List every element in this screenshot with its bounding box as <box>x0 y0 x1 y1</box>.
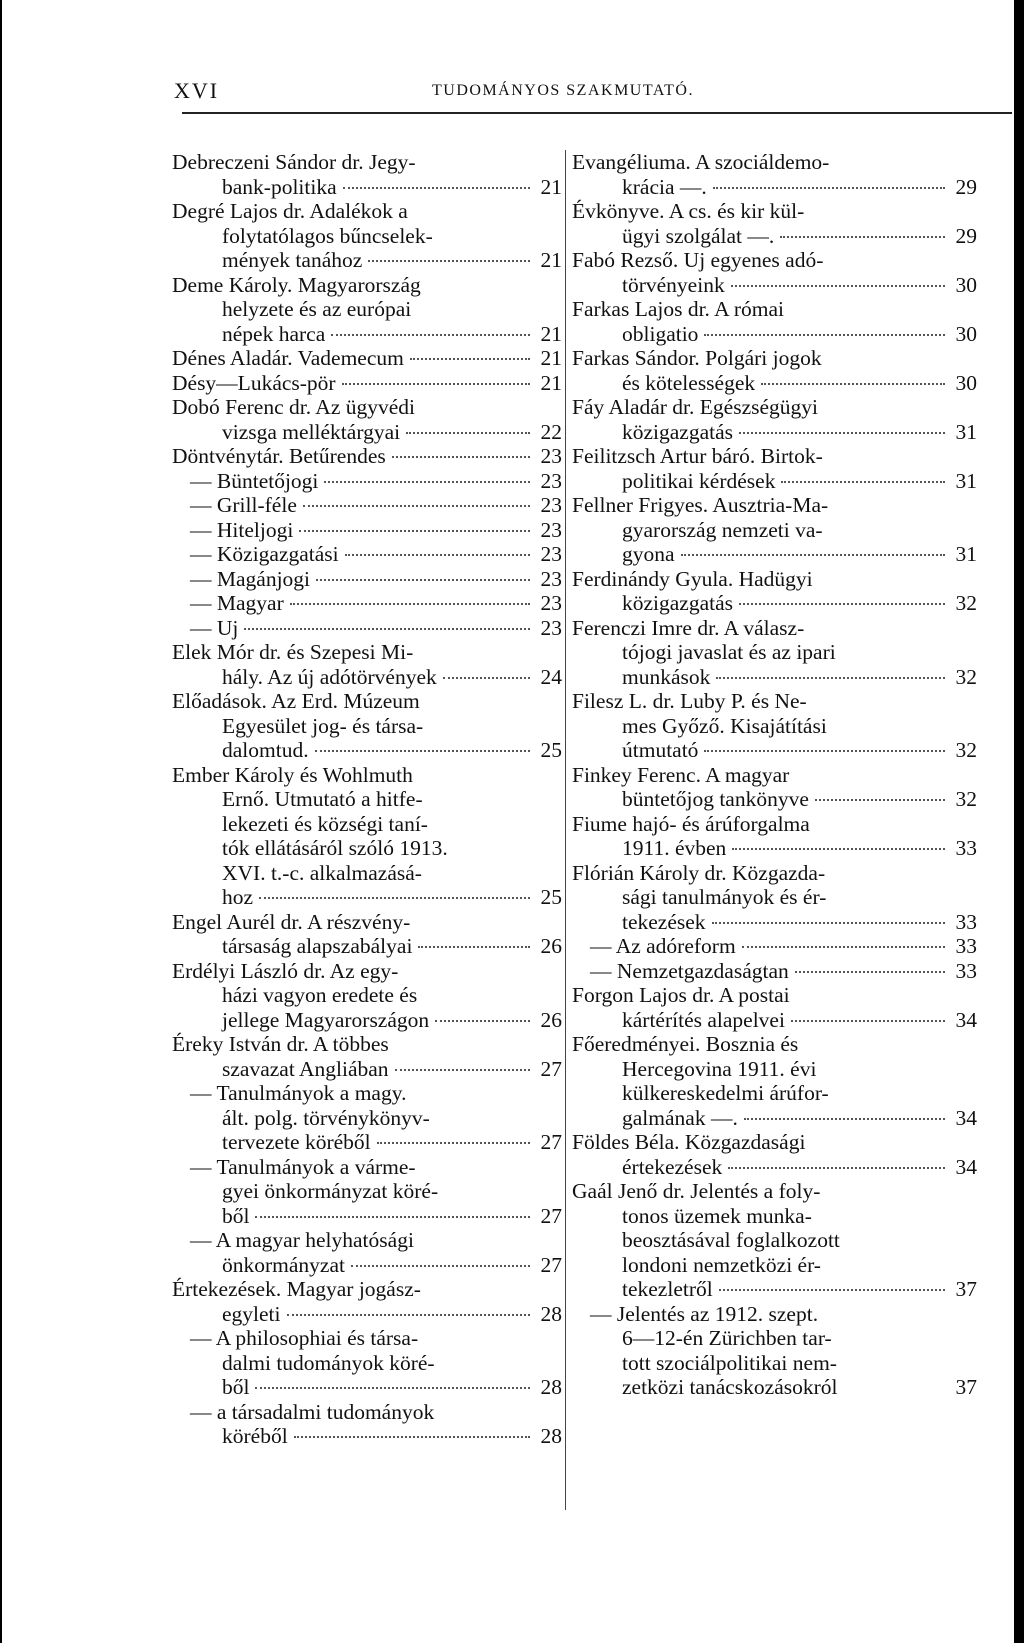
entry-text: hoz <box>222 885 254 909</box>
index-entry <box>172 1155 562 1229</box>
entry-text: bank-politika <box>222 174 337 199</box>
leader-dots <box>316 579 530 581</box>
entry-text: Flórián Károly dr. Közgazda- <box>572 860 826 885</box>
entry-text: tók ellátásáról szóló 1913. <box>222 836 448 860</box>
entry-text: tott szociálpolitikai nem- <box>622 1350 837 1375</box>
page-ref: 32 <box>955 787 977 811</box>
page-ref: 21 <box>540 346 562 370</box>
index-entry <box>572 444 977 493</box>
leader-dots <box>761 383 945 385</box>
entry-text: útmutató <box>622 738 699 762</box>
leader-dots <box>331 334 530 336</box>
entry-text: Földes Béla. Közgazdasági <box>572 1130 806 1154</box>
index-entry <box>572 493 977 567</box>
leader-dots <box>739 432 945 434</box>
page-ref: 27 <box>540 1056 562 1081</box>
page-ref: 23 <box>540 493 562 517</box>
entry-text: Ernő. Utmutató a hitfe- <box>222 787 423 811</box>
entry-text: galmának —. <box>622 1105 738 1130</box>
entry-text: politikai kérdések <box>622 468 776 493</box>
page-ref: 26 <box>540 1007 562 1032</box>
entry-text: — A magyar helyhatósági <box>190 1228 414 1252</box>
entry-text: helyzete és az európai <box>222 297 412 321</box>
entry-text: 1911. évben <box>622 836 727 860</box>
entry-text: ügyi szolgálat —. <box>622 223 775 248</box>
index-entry <box>572 248 977 297</box>
index-entry <box>172 493 562 518</box>
leader-dots <box>704 334 945 336</box>
page-ref: 34 <box>955 1154 977 1179</box>
running-title: TUDOMÁNYOS SZAKMUTATÓ. <box>432 82 694 99</box>
index-entry <box>172 469 562 494</box>
index-entry <box>572 934 977 959</box>
entry-text: mények tanához <box>222 248 363 272</box>
entry-text: Dobó Ferenc dr. Az ügyvédi <box>172 395 416 419</box>
entry-text: ből <box>222 1203 250 1228</box>
index-entry <box>172 444 562 469</box>
entry-text: — Tanulmányok a magy. <box>190 1081 407 1105</box>
page-ref: 33 <box>955 958 977 983</box>
entry-text: ált. polg. törvénykönyv- <box>222 1105 430 1130</box>
page-number: XVI <box>174 78 220 103</box>
index-entry <box>572 1179 977 1302</box>
page-ref: 21 <box>540 321 562 346</box>
entry-text: közigazgatás <box>622 419 734 444</box>
entry-text: Fabó Rezső. Uj egyenes adó- <box>572 248 824 272</box>
entry-text: köréből <box>222 1424 288 1448</box>
header-rule <box>182 112 1012 114</box>
index-entry <box>572 567 977 616</box>
entry-text: büntetőjog tankönyve <box>622 787 809 811</box>
entry-text: dalomtud. <box>222 738 309 762</box>
index-entry <box>172 542 562 567</box>
entry-text: Gaál Jenő dr. Jelentés a foly- <box>572 1179 821 1203</box>
entry-text: Döntvénytár. Betűrendes <box>172 444 386 468</box>
column-divider <box>565 150 566 1510</box>
leader-dots <box>324 481 530 483</box>
entry-text: — Magyar <box>190 591 284 615</box>
page-ref: 30 <box>955 272 977 297</box>
entry-text: társaság alapszabályai <box>222 934 413 958</box>
entry-text: és kötelességek <box>622 370 756 395</box>
entry-text: sági tanulmányok és ér- <box>622 885 827 909</box>
leader-dots <box>377 1142 530 1144</box>
index-entry <box>572 346 977 395</box>
entry-text: lekezeti és községi taní- <box>222 811 428 836</box>
page-ref: 27 <box>540 1130 562 1154</box>
entry-text: Fiume hajó- és árúforgalma <box>572 811 810 836</box>
entry-text: munkások <box>622 664 711 689</box>
entry-text: Debreczeni Sándor dr. Jegy- <box>172 150 416 174</box>
leader-dots <box>795 971 945 973</box>
leader-dots <box>712 922 945 924</box>
index-entry <box>572 297 977 346</box>
entry-text: — A philosophiai és társa- <box>190 1326 419 1350</box>
index-entry <box>172 959 562 1033</box>
entry-text: obligatio <box>622 321 699 346</box>
leader-dots <box>791 1020 945 1022</box>
entry-text: közigazgatás <box>622 591 734 615</box>
index-entry <box>572 983 977 1032</box>
page-ref: 34 <box>955 1105 977 1130</box>
entry-text: jellege Magyarországon <box>222 1007 430 1032</box>
page-ref: 29 <box>955 223 977 248</box>
entry-text: — Az adóreform <box>590 934 736 958</box>
page-ref: 34 <box>955 1007 977 1032</box>
index-entry <box>172 199 562 273</box>
index-entry <box>572 1032 977 1130</box>
leader-dots <box>342 383 530 385</box>
index-column-left <box>172 150 562 1449</box>
entry-text: tójogi javaslat és az ipari <box>622 640 836 664</box>
leader-dots <box>742 946 945 948</box>
entry-text: gyona <box>622 542 675 566</box>
page-ref: 32 <box>955 738 977 762</box>
page-ref: 32 <box>955 591 977 615</box>
index-entry <box>172 518 562 543</box>
leader-dots <box>255 1387 530 1389</box>
index-entry <box>172 1228 562 1277</box>
index-entry <box>572 1130 977 1179</box>
page-ref: 32 <box>955 664 977 689</box>
leader-dots <box>732 848 945 850</box>
index-entry <box>172 910 562 959</box>
index-entry <box>172 567 562 592</box>
index-entry <box>572 959 977 984</box>
entry-text: Degré Lajos dr. Adalékok a <box>172 199 408 223</box>
index-entry <box>172 640 562 689</box>
page-ref: 24 <box>540 664 562 689</box>
leader-dots <box>410 358 530 360</box>
index-entry <box>172 371 562 396</box>
leader-dots <box>392 456 530 458</box>
entry-text: Filesz L. dr. Luby P. és Ne- <box>572 689 807 713</box>
page-ref: 31 <box>955 419 977 444</box>
leader-dots <box>244 628 530 630</box>
entry-text: — a társadalmi tudományok <box>190 1399 435 1424</box>
leader-dots <box>704 750 945 752</box>
entry-text: — Uj <box>190 615 239 640</box>
index-entry <box>572 861 977 935</box>
entry-text: krácia —. <box>622 174 707 199</box>
entry-text: Ember Károly és Wohlmuth <box>172 762 413 787</box>
leader-dots <box>435 1020 530 1022</box>
entry-text: népek harca <box>222 321 326 346</box>
entry-text: — Magánjogi <box>190 566 311 591</box>
leader-dots <box>299 530 530 532</box>
page-ref: 26 <box>540 934 562 958</box>
entry-text: 6—12-én Zürichben tar- <box>622 1326 832 1350</box>
page-ref: 27 <box>540 1203 562 1228</box>
entry-text: — Tanulmányok a várme- <box>190 1154 416 1179</box>
entry-text: — Büntetőjogi <box>190 468 319 493</box>
leader-dots <box>728 1167 945 1169</box>
leader-dots <box>395 1069 530 1071</box>
page-ref: 37 <box>955 1375 977 1399</box>
index-entry <box>172 1277 562 1326</box>
index-entry <box>572 199 977 248</box>
entry-text: mes Győző. Kisajátítási <box>622 713 827 738</box>
entry-text: vizsga melléktárgyai <box>222 419 401 444</box>
page-header <box>2 78 1014 118</box>
page-ref: 25 <box>540 738 562 762</box>
entry-text: házi vagyon eredete és <box>222 983 418 1007</box>
page-ref: 23 <box>540 444 562 468</box>
entry-text: Évkönyve. A cs. és kir kül- <box>572 199 805 223</box>
leader-dots <box>287 1314 530 1316</box>
leader-dots <box>351 1265 530 1267</box>
entry-text: Előadások. Az Erd. Múzeum <box>172 689 420 713</box>
page-ref: 23 <box>540 468 562 493</box>
page-ref: 27 <box>540 1252 562 1277</box>
entry-text: külkereskedelmi árúfor- <box>622 1081 829 1105</box>
entry-text: Erdélyi László dr. Az egy- <box>172 958 399 983</box>
entry-text: szavazat Angliában <box>222 1056 389 1081</box>
entry-text: Deme Károly. Magyarország <box>172 272 421 297</box>
index-entry <box>572 763 977 812</box>
entry-text: Főeredményei. Bosznia és <box>572 1032 799 1056</box>
page-ref: 28 <box>540 1424 562 1448</box>
index-entry <box>572 1302 977 1400</box>
entry-text: tekezletről <box>622 1277 713 1301</box>
entry-text: Éreky István dr. A többes <box>172 1032 389 1056</box>
leader-dots <box>368 260 530 262</box>
entry-text: Farkas Lajos dr. A római <box>572 297 784 321</box>
entry-text: tekezések <box>622 909 706 934</box>
leader-dots <box>259 897 530 899</box>
entry-text: — Közigazgatási <box>190 542 339 566</box>
page-ref: 23 <box>540 542 562 566</box>
index-entry <box>172 395 562 444</box>
entry-text: Fáy Aladár dr. Egészségügyi <box>572 395 819 419</box>
leader-dots <box>290 603 530 605</box>
leader-dots <box>418 946 530 948</box>
index-entry <box>172 273 562 347</box>
entry-text: Forgon Lajos dr. A postai <box>572 983 790 1007</box>
entry-text: Engel Aurél dr. A részvény- <box>172 909 411 934</box>
page-ref: 21 <box>540 248 562 272</box>
page-ref: 33 <box>955 934 977 958</box>
index-entry <box>572 689 977 763</box>
leader-dots <box>781 481 945 483</box>
index-entry <box>572 812 977 861</box>
entry-text: XVI. t.-c. alkalmazásá- <box>222 860 422 885</box>
leader-dots <box>780 236 945 238</box>
page-ref: 25 <box>540 885 562 909</box>
entry-text: Értekezések. Magyar jogász- <box>172 1277 421 1301</box>
entry-text: londoni nemzetközi ér- <box>622 1252 821 1277</box>
page-ref: 28 <box>540 1375 562 1399</box>
entry-text: Ferdinándy Gyula. Hadügyi <box>572 566 813 591</box>
page-ref: 31 <box>955 542 977 566</box>
entry-text: gyarország nemzeti va- <box>622 517 823 542</box>
page-ref: 21 <box>540 174 562 199</box>
page-ref: 23 <box>540 591 562 615</box>
entry-text: kártérítés alapelvei <box>622 1007 785 1032</box>
leader-dots <box>303 505 530 507</box>
entry-text: Désy—Lukács-pör <box>172 370 336 395</box>
page-ref: 23 <box>540 566 562 591</box>
index-entry <box>572 395 977 444</box>
entry-text: Fellner Frigyes. Ausztria-Ma- <box>572 493 829 517</box>
leader-dots <box>255 1216 530 1218</box>
leader-dots <box>406 432 530 434</box>
leader-dots <box>443 677 530 679</box>
page-ref: 28 <box>540 1301 562 1326</box>
leader-dots <box>719 1289 945 1291</box>
page-ref: 29 <box>955 174 977 199</box>
leader-dots <box>716 677 945 679</box>
entry-text: zetközi tanácskozásokról <box>622 1375 838 1399</box>
page-ref: 31 <box>955 468 977 493</box>
entry-text: Egyesület jog- és társa- <box>222 713 424 738</box>
entry-text: Dénes Aladár. Vademecum <box>172 346 404 370</box>
page-ref: 21 <box>540 370 562 395</box>
leader-dots <box>713 187 945 189</box>
entry-text: Elek Mór dr. és Szepesi Mi- <box>172 640 414 664</box>
index-entry <box>172 763 562 910</box>
entry-text: — Nemzetgazdaságtan <box>590 958 789 983</box>
entry-text: Farkas Sándor. Polgári jogok <box>572 346 822 370</box>
page-ref: 22 <box>540 419 562 444</box>
entry-text: értekezések <box>622 1154 723 1179</box>
index-entry <box>172 1081 562 1155</box>
entry-text: tonos üzemek munka- <box>622 1203 812 1228</box>
index-column-right <box>572 150 977 1400</box>
entry-text: egyleti <box>222 1301 281 1326</box>
leader-dots <box>315 750 530 752</box>
leader-dots <box>343 187 530 189</box>
entry-text: Evangéliuma. A szociáldemo- <box>572 150 830 174</box>
entry-text: Hercegovina 1911. évi <box>622 1056 817 1081</box>
entry-text: beosztásával foglalkozott <box>622 1228 840 1252</box>
index-entry <box>172 1400 562 1449</box>
index-entry <box>172 689 562 763</box>
entry-text: hály. Az új adótörvények <box>222 664 437 689</box>
index-entry <box>172 591 562 616</box>
leader-dots <box>815 799 945 801</box>
index-entry <box>172 1032 562 1081</box>
leader-dots <box>294 1436 530 1438</box>
index-entry <box>172 150 562 199</box>
page-ref: 23 <box>540 517 562 542</box>
entry-text: folytatólagos bűncselek- <box>222 223 433 248</box>
entry-text: — Hiteljogi <box>190 517 294 542</box>
page-ref: 33 <box>955 909 977 934</box>
entry-text: dalmi tudományok köré- <box>222 1350 435 1375</box>
entry-text: Feilitzsch Artur báró. Birtok- <box>572 444 823 468</box>
leader-dots <box>681 554 945 556</box>
index-entry <box>172 1326 562 1400</box>
page-ref: 30 <box>955 370 977 395</box>
leader-dots <box>345 554 530 556</box>
page-ref: 33 <box>955 836 977 860</box>
entry-text: törvényeink <box>622 272 725 297</box>
entry-text: Ferenczi Imre dr. A válasz- <box>572 615 805 640</box>
entry-text: önkormányzat <box>222 1252 345 1277</box>
entry-text: ből <box>222 1375 250 1399</box>
leader-dots <box>744 1118 945 1120</box>
entry-text: tervezete köréből <box>222 1130 371 1154</box>
entry-text: — Jelentés az 1912. szept. <box>590 1301 819 1326</box>
entry-text: gyei önkormányzat köré- <box>222 1179 439 1203</box>
index-entry <box>572 150 977 199</box>
index-entry <box>572 616 977 690</box>
page-ref: 23 <box>540 615 562 640</box>
index-entry <box>172 616 562 641</box>
entry-text: Finkey Ferenc. A magyar <box>572 762 790 787</box>
index-entry <box>172 346 562 371</box>
leader-dots <box>739 603 945 605</box>
page-ref: 37 <box>955 1277 977 1301</box>
entry-text: — Grill-féle <box>190 493 297 517</box>
leader-dots <box>731 285 945 287</box>
page-ref: 30 <box>955 321 977 346</box>
